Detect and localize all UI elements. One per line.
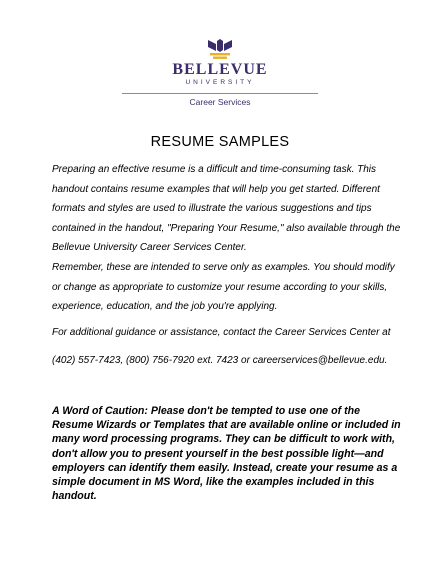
contact-line: (402) 557-7423, (800) 756-7920 ext. 7423 or careerservices@bellevue.edu.: [52, 355, 388, 366]
caution-paragraph: A Word of Caution: Please don't be tempted to use one of the Resume Wizards or Templates that are available online or included in many word processing programs. They can be difficult to work with, don't allow you to present yourself in the best possible light—and employers can identify them easily. Instead, create your resume as a simple document in MS Word, like the examples included in this handout.: [52, 405, 401, 503]
guidance-paragraph: For additional guidance or assistance, contact the Career Services Center at: [52, 327, 391, 338]
intro-paragraph: Preparing an effective resume is a difficult and time-consuming task. This handout contains resume examples that will help you get started. Different formats and styles are used to illustrate the various suggestions and tips contained in the handout, "Preparing Your Resume," also available through the Bellevue University Career Services Center.: [52, 164, 401, 254]
header-divider: [122, 93, 318, 94]
university-logo-mark-icon: [205, 38, 235, 60]
remember-paragraph: Remember, these are intended to serve only as examples. You should modify or change as appropriate to customize your resume according to your skills, experience, education, and the job you're applying.: [52, 262, 395, 313]
logo-subtitle: UNIVERSITY: [185, 79, 255, 86]
page-title: RESUME SAMPLES: [150, 134, 290, 150]
department-name: Career Services: [189, 97, 251, 107]
logo-wordmark: BELLEVUE: [172, 61, 268, 78]
